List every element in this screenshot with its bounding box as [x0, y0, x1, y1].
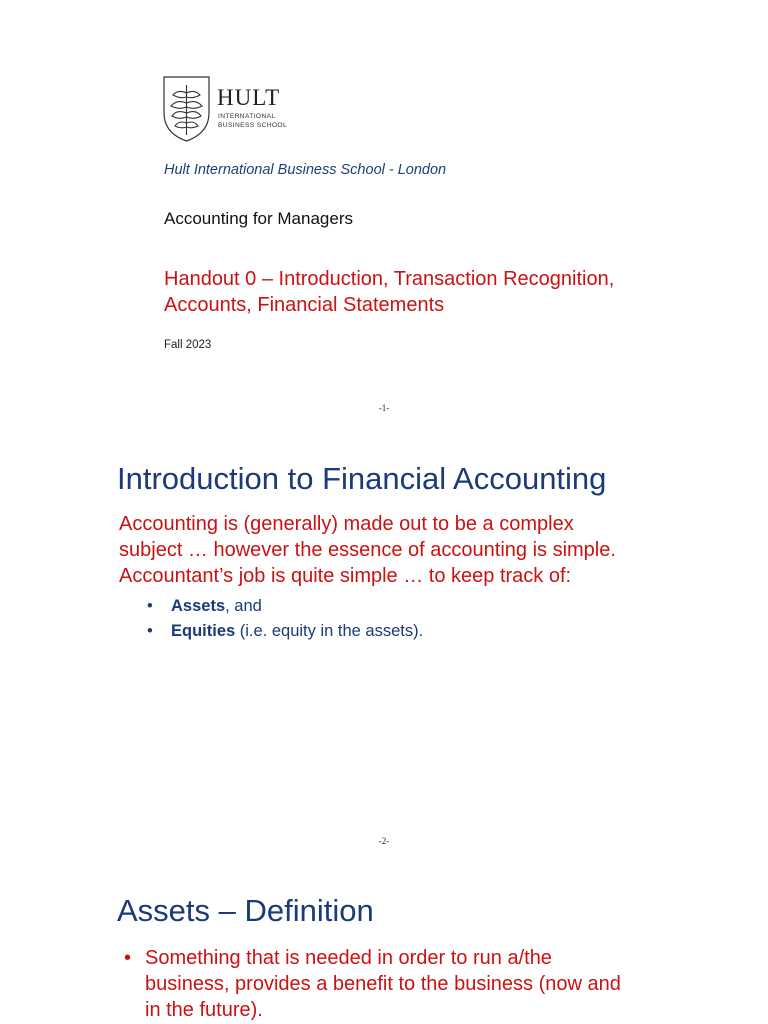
bullet-rest-text: (i.e. equity in the assets).: [235, 622, 424, 640]
slide-2-body-line1: Accounting is (generally) made out to be a complex: [119, 513, 574, 535]
bullet-marker: •: [147, 597, 153, 615]
slide-3-title: Assets – Definition: [117, 893, 374, 928]
handout-title-line1: Handout 0 – Introduction, Transaction Recognition,: [164, 268, 615, 290]
list-item: [124, 945, 704, 1023]
slide-3-bullet-list: [124, 945, 704, 1023]
term-label: Fall 2023: [164, 339, 212, 351]
bullet-bold-text: Equities: [171, 622, 236, 640]
course-title: Accounting for Managers: [164, 209, 353, 228]
school-name: Hult International Business School - London: [164, 162, 447, 178]
page-number-1: -1-: [378, 403, 390, 413]
handout-title-line2: Accounts, Financial Statements: [164, 294, 445, 316]
bullet-bold-text: Assets: [171, 597, 226, 615]
slide-2-body-line2: subject … however the essence of accounting is simple.: [119, 539, 616, 561]
bullet-marker: •: [124, 947, 132, 969]
slide-3-bullet-line3: in the future).: [145, 999, 263, 1021]
logo-subtitle-line2: BUSINESS SCHOOL: [218, 122, 288, 129]
slide-3-bullet-line1: Something that is needed in order to run a/the: [145, 947, 552, 969]
page-number-2: -2-: [378, 836, 390, 846]
slide-2-body-line3: Accountant’s job is quite simple … to keep track of:: [119, 565, 572, 587]
slide-3-bullet-line2: business, provides a benefit to the business (now and: [145, 973, 621, 995]
bullet-rest-text: , and: [225, 597, 262, 615]
bullet-marker: •: [147, 622, 153, 640]
slide-2-title: Introduction to Financial Accounting: [117, 461, 607, 496]
logo-subtitle-line1: INTERNATIONAL: [218, 113, 276, 120]
logo-wordmark: HULT: [217, 85, 281, 110]
